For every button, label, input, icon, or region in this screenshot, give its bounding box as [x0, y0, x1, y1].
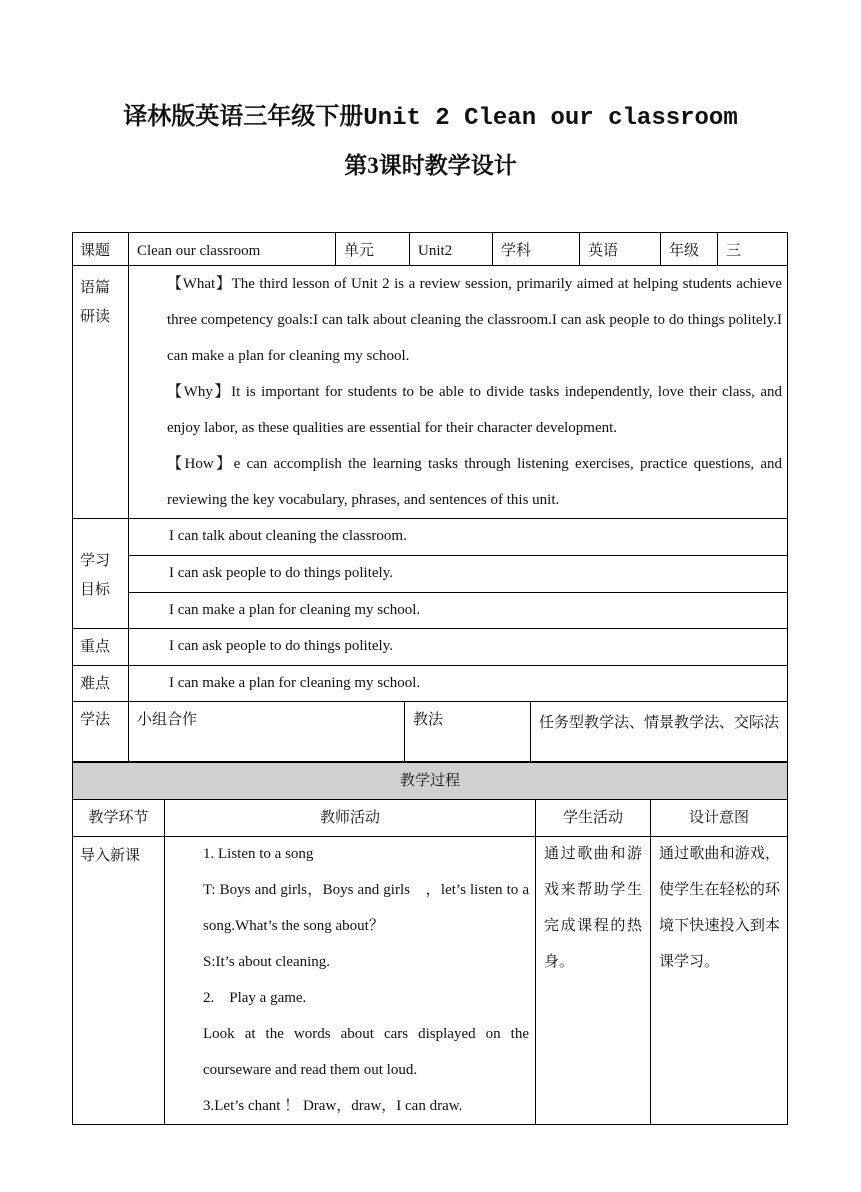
difficulty-value: I can make a plan for cleaning my school. [169, 675, 421, 691]
subject-label: 学科 [501, 243, 532, 259]
subject-value: 英语 [588, 243, 619, 259]
title-english: Unit 2 Clean our classroom [363, 105, 738, 132]
teacher-line: 3.Let’s chant ！ Draw，draw，I can draw. [203, 1098, 463, 1114]
process-header: 教学过程 [399, 773, 460, 789]
analysis-label: 语篇研读 [80, 280, 111, 325]
objective-item-1: I can talk about cleaning the classroom. [169, 528, 407, 544]
objective-item-3: I can make a plan for cleaning my school. [169, 602, 421, 618]
learning-method-label: 学法 [80, 712, 111, 728]
difficulty-label: 难点 [80, 676, 111, 692]
teacher-line: T: Boys and girls，Boys and girls ，let’s listen to a song.What’s the song about？ [203, 882, 529, 934]
objectives-label: 学习目标 [80, 553, 111, 598]
key-point-label: 重点 [80, 639, 111, 655]
teaching-method-value: 任务型教学法、情景教学法、交际法 [539, 715, 780, 731]
grade-label: 年级 [669, 243, 700, 259]
design-intent: 通过歌曲和游戏，使学生在轻松的环境下快速投入到本课学习。 [659, 846, 780, 970]
column-header-student: 学生活动 [562, 810, 623, 826]
teacher-line: 1. Listen to a song [203, 846, 314, 862]
stage-name: 导入新课 [80, 848, 141, 864]
unit-value: Unit2 [418, 243, 453, 259]
teaching-method-label: 教法 [413, 712, 444, 728]
analysis-how: 【How】e can accomplish the learning tasks through listening exercises, practice questions, and reviewing the key vocabulary, phrases, and sentences of this unit. [167, 456, 782, 508]
document-title [0, 96, 861, 132]
objective-item-2: I can ask people to do things politely. [169, 565, 393, 581]
topic-value: Clean our classroom [137, 243, 261, 259]
analysis-content [137, 266, 782, 518]
learning-method-value: 小组合作 [137, 712, 198, 728]
student-activity: 通过歌曲和游戏来帮助学生完成课程的热身。 [544, 846, 642, 970]
analysis-why: 【Why】It is important for students to be able to divide tasks independently, love their class, and enjoy labor, as these qualities are essential for their character development. [167, 384, 782, 436]
unit-label: 单元 [344, 243, 375, 259]
teacher-line: Look at the words about cars displayed on the courseware and read them out loud. [203, 1026, 529, 1078]
topic-label: 课题 [80, 243, 111, 259]
key-point-value: I can ask people to do things politely. [169, 638, 393, 654]
teacher-line: S:It’s about cleaning. [203, 954, 331, 970]
teacher-line: 2. Play a game. [203, 990, 307, 1006]
column-header-intent: 设计意图 [688, 810, 749, 826]
grade-value: 三 [726, 243, 742, 259]
title-chinese: 译林版英语三年级下册 [123, 104, 364, 130]
column-header-teacher: 教师活动 [319, 810, 380, 826]
document-subtitle: 第3课时教学设计 [344, 153, 517, 178]
teacher-activity [173, 836, 529, 1124]
column-header-stage: 教学环节 [88, 810, 149, 826]
analysis-what: 【What】The third lesson of Unit 2 is a review session, primarily aimed at helping students achieve three competency goals:I can talk about cleaning the classroom.I can ask people to do things politely.I can make a plan for cleaning my school. [167, 276, 782, 364]
